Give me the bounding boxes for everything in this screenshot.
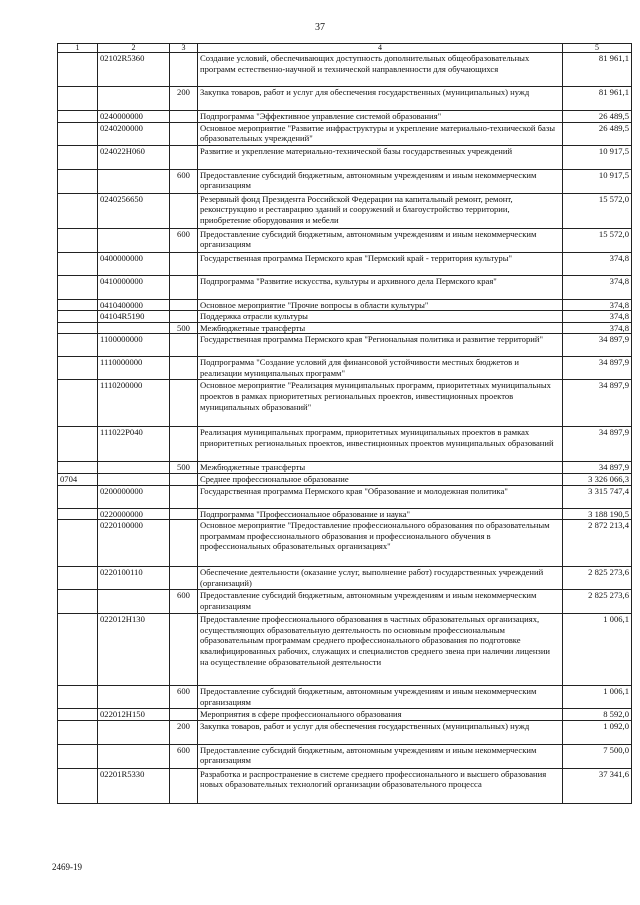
target-code-cell: 0220100000 [98,520,170,567]
section-code-cell [58,567,98,590]
target-code-cell: 1110200000 [98,380,170,427]
item-name-cell: Основное мероприятие "Прочие вопросы в области культуры" [198,299,563,311]
target-code-cell [98,462,170,474]
item-name-cell: Подпрограмма "Создание условий для финансовой устойчивости местных бюджетов и реализации муниципальных программ" [198,357,563,380]
item-name-cell: Закупка товаров, работ и услуг для обеспечения государственных (муниципальных) нужд [198,87,563,111]
table-header-row [58,44,632,53]
table-row [58,473,632,485]
amount-cell: 34 897,9 [563,357,632,380]
amount-cell: 3 315 747,4 [563,485,632,508]
item-name-cell: Предоставление профессионального образования в частных образовательных организациях, осуществляющих образовательную деятельность по основным профессиональным образовательным программам среднего профессионального образования по подготовке квалифицированных рабочих, служащих и специалистов среднего звена при наличии лицензии на осуществление образовательной деятельности [198,614,563,686]
section-code-cell [58,508,98,520]
target-code-cell: 022012Н130 [98,614,170,686]
amount-cell: 37 341,6 [563,768,632,803]
target-code-cell: 0410400000 [98,299,170,311]
expense-type-cell [170,614,198,686]
item-name-cell: Развитие и укрепление материально-технической базы государственных учреждений [198,145,563,169]
expense-type-cell [170,380,198,427]
expense-type-cell [170,709,198,721]
header-cell: 3 [170,44,198,53]
item-name-cell: Предоставление субсидий бюджетным, автономным учреждениям и иным некоммерческим организациям [198,590,563,614]
item-name-cell: Подпрограмма "Эффективное управление системой образования" [198,111,563,123]
table-row [58,709,632,721]
item-name-cell: Среднее профессиональное образование [198,473,563,485]
item-name-cell: Разработка и распространение в системе среднего профессионального и высшего образования новых образовательных технологий организации образовательного процесса [198,768,563,803]
target-code-cell [98,720,170,744]
target-code-cell: 024022Н060 [98,145,170,169]
table-row [58,169,632,193]
amount-cell: 34 897,9 [563,334,632,357]
target-code-cell: 04104R5190 [98,311,170,323]
table-row [58,145,632,169]
section-code-cell [58,111,98,123]
amount-cell: 1 006,1 [563,686,632,709]
section-code-cell [58,122,98,145]
table-row [58,122,632,145]
target-code-cell [98,473,170,485]
section-code-cell [58,275,98,299]
section-code-cell [58,53,98,87]
header-cell: 5 [563,44,632,53]
section-code-cell [58,193,98,228]
target-code-cell: 111022Р040 [98,427,170,462]
item-name-cell: Межбюджетные трансферты [198,322,563,334]
amount-cell: 26 489,5 [563,111,632,123]
table-row [58,322,632,334]
amount-cell: 8 592,0 [563,709,632,721]
expense-type-cell: 600 [170,228,198,252]
target-code-cell [98,87,170,111]
target-code-cell: 1110000000 [98,357,170,380]
table-row [58,228,632,252]
table-row [58,427,632,462]
item-name-cell: Предоставление субсидий бюджетным, автономным учреждениям и иным некоммерческим организациям [198,686,563,709]
budget-table [57,43,632,804]
section-code-cell [58,311,98,323]
table-row [58,720,632,744]
expense-type-cell [170,357,198,380]
expense-type-cell [170,473,198,485]
section-code-cell [58,768,98,803]
amount-cell: 1 092,0 [563,720,632,744]
expense-type-cell [170,145,198,169]
target-code-cell: 02201R5330 [98,768,170,803]
section-code-cell [58,380,98,427]
section-code-cell [58,357,98,380]
amount-cell: 10 917,5 [563,145,632,169]
table-row [58,462,632,474]
table-row [58,614,632,686]
expense-type-cell [170,53,198,87]
amount-cell: 374,8 [563,299,632,311]
target-code-cell [98,686,170,709]
target-code-cell: 022012Н150 [98,709,170,721]
section-code-cell [58,462,98,474]
header-cell: 1 [58,44,98,53]
section-code-cell [58,520,98,567]
amount-cell: 15 572,0 [563,193,632,228]
table-row [58,311,632,323]
amount-cell: 26 489,5 [563,122,632,145]
table-row [58,768,632,803]
section-code-cell [58,720,98,744]
item-name-cell: Подпрограмма "Развитие искусства, культуры и архивного дела Пермского края" [198,275,563,299]
section-code-cell [58,590,98,614]
expense-type-cell: 600 [170,744,198,768]
expense-type-cell: 200 [170,720,198,744]
amount-cell: 374,8 [563,252,632,275]
page-number: 37 [315,22,325,33]
amount-cell: 374,8 [563,275,632,299]
expense-type-cell [170,508,198,520]
section-code-cell [58,87,98,111]
item-name-cell: Основное мероприятие "Развитие инфраструктуры и укрепление материально-технической базы образовательных учреждений" [198,122,563,145]
section-code-cell: 0704 [58,473,98,485]
expense-type-cell [170,111,198,123]
table-row [58,193,632,228]
expense-type-cell [170,567,198,590]
table-row [58,275,632,299]
table-row [58,686,632,709]
table-row [58,111,632,123]
item-name-cell: Государственная программа Пермского края "Региональная политика и развитие территорий" [198,334,563,357]
expense-type-cell: 600 [170,686,198,709]
expense-type-cell [170,311,198,323]
section-code-cell [58,322,98,334]
expense-type-cell [170,275,198,299]
section-code-cell [58,145,98,169]
target-code-cell: 0220100110 [98,567,170,590]
table-row [58,590,632,614]
item-name-cell: Основное мероприятие "Предоставление профессионального образования по образовательным программам профессионального образования и профессионального обучения в профессиональных образовательных организациях" [198,520,563,567]
item-name-cell: Межбюджетные трансферты [198,462,563,474]
item-name-cell: Закупка товаров, работ и услуг для обеспечения государственных (муниципальных) нужд [198,720,563,744]
target-code-cell [98,169,170,193]
target-code-cell: 1100000000 [98,334,170,357]
expense-type-cell [170,299,198,311]
amount-cell: 15 572,0 [563,228,632,252]
section-code-cell [58,744,98,768]
item-name-cell: Предоставление субсидий бюджетным, автономным учреждениям и иным некоммерческим организациям [198,744,563,768]
header-cell: 2 [98,44,170,53]
section-code-cell [58,334,98,357]
expense-type-cell [170,252,198,275]
expense-type-cell [170,427,198,462]
amount-cell: 81 961,1 [563,87,632,111]
amount-cell: 34 897,9 [563,380,632,427]
table-row [58,87,632,111]
target-code-cell: 0240256650 [98,193,170,228]
header-cell: 4 [198,44,563,53]
expense-type-cell [170,193,198,228]
item-name-cell: Предоставление субсидий бюджетным, автономным учреждениям и иным некоммерческим организациям [198,228,563,252]
target-code-cell [98,228,170,252]
table-row [58,252,632,275]
target-code-cell [98,322,170,334]
amount-cell: 34 897,9 [563,427,632,462]
table-row [58,299,632,311]
expense-type-cell: 500 [170,462,198,474]
amount-cell: 374,8 [563,322,632,334]
item-name-cell: Мероприятия в сфере профессионального образования [198,709,563,721]
target-code-cell: 0400000000 [98,252,170,275]
amount-cell: 10 917,5 [563,169,632,193]
target-code-cell: 0220000000 [98,508,170,520]
table-row [58,520,632,567]
expense-type-cell [170,520,198,567]
section-code-cell [58,228,98,252]
table-row [58,334,632,357]
expense-type-cell [170,768,198,803]
expense-type-cell: 600 [170,169,198,193]
item-name-cell: Подпрограмма "Профессиональное образование и наука" [198,508,563,520]
item-name-cell: Создание условий, обеспечивающих доступность дополнительных общеобразовательных программ естественно-научной и технической направленности для обучающихся [198,53,563,87]
target-code-cell: 02102R5360 [98,53,170,87]
target-code-cell [98,590,170,614]
section-code-cell [58,252,98,275]
section-code-cell [58,299,98,311]
item-name-cell: Государственная программа Пермского края "Образование и молодежная политика" [198,485,563,508]
target-code-cell: 0200000000 [98,485,170,508]
amount-cell: 3 188 190,5 [563,508,632,520]
table-row [58,744,632,768]
amount-cell: 7 500,0 [563,744,632,768]
section-code-cell [58,427,98,462]
amount-cell: 34 897,9 [563,462,632,474]
amount-cell: 1 006,1 [563,614,632,686]
expense-type-cell [170,485,198,508]
expense-type-cell: 600 [170,590,198,614]
amount-cell: 81 961,1 [563,53,632,87]
section-code-cell [58,686,98,709]
item-name-cell: Реализация муниципальных программ, приоритетных муниципальных проектов в рамках приоритетных региональных проектов, инвестиционных проектов муниципальных образований [198,427,563,462]
table-row [58,508,632,520]
section-code-cell [58,614,98,686]
target-code-cell: 0240000000 [98,111,170,123]
amount-cell: 374,8 [563,311,632,323]
item-name-cell: Предоставление субсидий бюджетным, автономным учреждениям и иным некоммерческим организациям [198,169,563,193]
section-code-cell [58,485,98,508]
table-row [58,567,632,590]
section-code-cell [58,709,98,721]
item-name-cell: Резервный фонд Президента Российской Федерации на капитальный ремонт, ремонт, реконструкцию и реставрацию зданий и сооружений и благоустройство территории, приобретение оборудования и мебели [198,193,563,228]
expense-type-cell [170,122,198,145]
amount-cell: 2 872 213,4 [563,520,632,567]
target-code-cell [98,744,170,768]
table-row [58,357,632,380]
item-name-cell: Основное мероприятие "Реализация муниципальных программ, приоритетных муниципальных проектов в рамках приоритетных региональных проектов, инвестиционных проектов муниципальных образований" [198,380,563,427]
item-name-cell: Обеспечение деятельности (оказание услуг, выполнение работ) государственных учреждений (организаций) [198,567,563,590]
table-row [58,53,632,87]
item-name-cell: Государственная программа Пермского края "Пермский край - территория культуры" [198,252,563,275]
section-code-cell [58,169,98,193]
table-row [58,380,632,427]
amount-cell: 3 326 066,3 [563,473,632,485]
item-name-cell: Поддержка отрасли культуры [198,311,563,323]
target-code-cell: 0240200000 [98,122,170,145]
expense-type-cell: 500 [170,322,198,334]
amount-cell: 2 825 273,6 [563,590,632,614]
amount-cell: 2 825 273,6 [563,567,632,590]
document-code: 2469-19 [52,862,82,872]
expense-type-cell [170,334,198,357]
target-code-cell: 0410000000 [98,275,170,299]
table-row [58,485,632,508]
expense-type-cell: 200 [170,87,198,111]
